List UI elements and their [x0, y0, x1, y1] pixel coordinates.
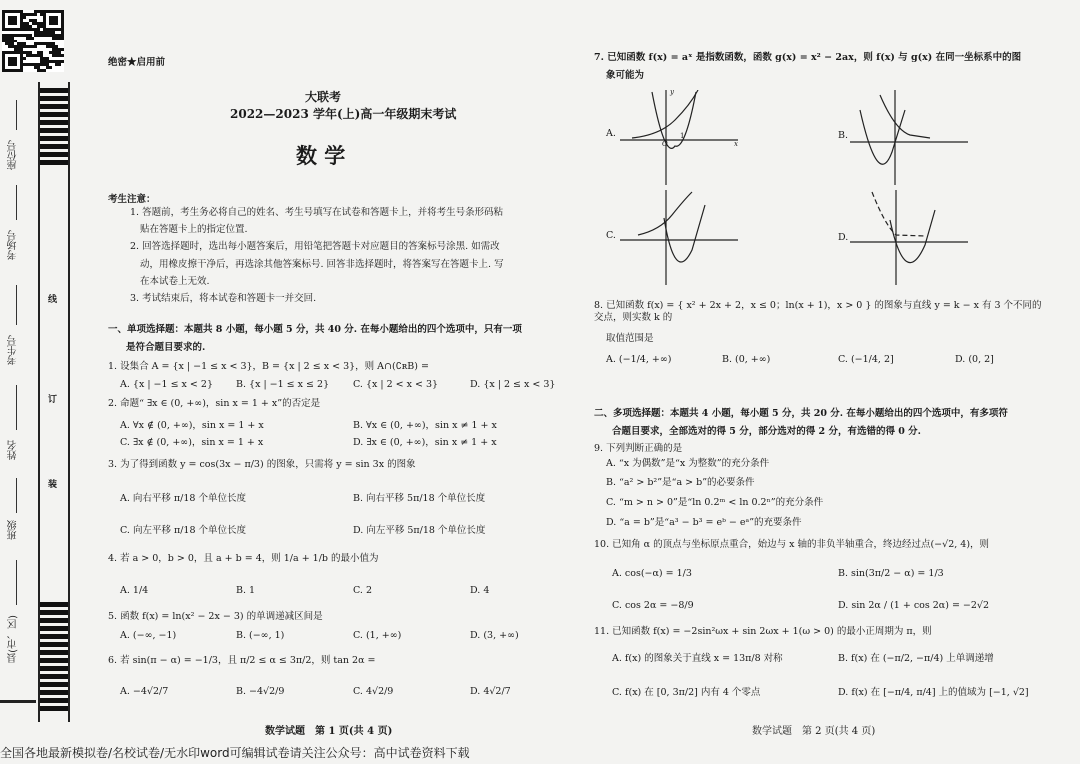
option: A. 向右平移 π/18 个单位长度: [120, 493, 246, 504]
option: D. 4: [470, 585, 490, 596]
option: A. (−1/4, +∞): [606, 354, 672, 365]
graph-option-label: B.: [838, 130, 849, 141]
notice-line: 1. 答题前，考生务必将自己的姓名、考生号填写在试卷和答题卡上，并将考生号条形码粘: [130, 207, 504, 218]
option: A. cos(−α) = 1/3: [612, 568, 692, 579]
field-underline: [16, 385, 17, 430]
question-stem: 5. 函数 f(x) = ln(x² − 2x − 3) 的单调递减区间是: [108, 611, 323, 622]
question-stem: 9. 下列判断正确的是: [594, 443, 683, 454]
option: D. 向左平移 5π/18 个单位长度: [353, 525, 486, 536]
option: A. {x | −1 ≤ x < 2}: [120, 379, 213, 390]
option: B. “a² > b²”是“a > b”的必要条件: [606, 477, 755, 488]
question-stem-cont: 取值范围是: [606, 333, 654, 344]
notice-line: 动，用橡皮擦干净后，再选涂其他答案标号. 回答非选择题时，将答案写在答题卡上. 写: [140, 259, 504, 270]
option: D. f(x) 在 [−π/4, π/4] 上的值域为 [−1, √2]: [838, 687, 1029, 698]
option: C. “m > n > 0”是“ln 0.2ᵐ < ln 0.2ⁿ”的充分条件: [606, 497, 824, 508]
option: B. {x | −1 ≤ x ≤ 2}: [236, 379, 330, 390]
graph-option-label: C.: [606, 230, 616, 241]
section-heading: 是符合题目要求的.: [126, 342, 206, 353]
question-stem: 8. 已知函数 f(x) = { x² + 2x + 2，x ≤ 0；ln(x + 1)，x > 0 } 的图象与直线 y = k − x 有 3 个不同的交点，则实数 k 的: [594, 300, 1042, 323]
option: B. (−∞, 1): [236, 630, 285, 641]
option: D. (0, 2]: [955, 354, 994, 365]
notice-title: 考生注意：: [108, 194, 156, 205]
question-stem: 象可能为: [606, 70, 645, 81]
option: B. −4√2/9: [236, 686, 285, 697]
exam-org: 大联考: [305, 90, 342, 104]
graph-option-label: A.: [606, 128, 616, 139]
question-stem: 2. 命题“ ∃x ∈ (0, +∞)，sin x = 1 + x”的否定是: [108, 398, 321, 409]
watermark-banner: 全国各地最新模拟卷/名校试卷/无水印word可编辑试卷请关注公众号：高中试卷资料下载: [0, 746, 470, 760]
axis-origin-label: O: [662, 140, 668, 148]
question-stem: 11. 已知函数 f(x) = −2sin²ωx + sin 2ωx + 1(ω > 0) 的最小正周期为 π，则: [594, 626, 932, 637]
field-name: 姓名: [8, 440, 19, 460]
binding-bars-top: [40, 88, 68, 168]
option: C. (1, +∞): [353, 630, 402, 641]
section-heading: 一、单项选择题：本题共 8 小题，每小题 5 分，共 40 分. 在每小题给出的四个选项中，只有一项: [108, 324, 522, 335]
option: D. {x | 2 ≤ x < 3}: [470, 379, 556, 390]
graph-d: [850, 190, 970, 285]
option: D. ∃x ∈ (0, +∞)，sin x ≠ 1 + x: [353, 437, 497, 448]
option: C. f(x) 在 [0, 3π/2] 内有 4 个零点: [612, 687, 761, 698]
option: A. f(x) 的图象关于直线 x = 13π/8 对称: [612, 653, 783, 664]
qr-code: [2, 10, 64, 72]
subject-title: 数 学: [296, 143, 346, 168]
binding-strip: [38, 82, 70, 722]
option: C. 向左平移 π/18 个单位长度: [120, 525, 247, 536]
option: A. ∀x ∉ (0, +∞)，sin x = 1 + x: [120, 420, 264, 431]
option: A. −4√2/7: [120, 686, 169, 697]
seal-mark: 线: [48, 295, 58, 305]
seal-mark: 订: [48, 395, 58, 405]
field-student-number: 考生号: [8, 335, 19, 365]
option: C. 2: [353, 585, 373, 596]
confidential-label: 绝密★启用前: [108, 57, 166, 68]
field-underline: [16, 478, 17, 513]
field-county: 县(市、区): [8, 615, 19, 663]
option: D. sin 2α / (1 + cos 2α) = −2√2: [838, 600, 990, 611]
option: A. “x 为偶数”是“x 为整数”的充分条件: [606, 458, 770, 469]
option: D. “a = b”是“a³ − b³ = eᵇ − eᵃ”的充要条件: [606, 517, 802, 528]
page-footer: 数学试题 第 1 页(共 4 页): [265, 726, 393, 737]
seal-mark: 装: [48, 480, 58, 490]
option: D. 4√2/7: [470, 686, 511, 697]
qr-module: [61, 69, 64, 72]
notice-line: 3. 考试结束后，将本试卷和答题卡一并交回.: [130, 293, 317, 304]
graph-option-label: D.: [838, 232, 849, 243]
question-stem: 10. 已知角 α 的顶点与坐标原点重合，始边与 x 轴的非负半轴重合，终边经过点(−√2, 4)，则: [594, 539, 990, 550]
axis-x-label: x: [734, 140, 738, 148]
option: B. (0, +∞): [722, 354, 771, 365]
graph-b: [850, 90, 970, 185]
field-underline: [16, 185, 17, 220]
option: B. ∀x ∈ (0, +∞)，sin x ≠ 1 + x: [353, 420, 497, 431]
field-exam-room: 考场号: [8, 230, 19, 260]
page-footer: 数学试题 第 2 页(共 4 页): [752, 726, 876, 737]
option: C. cos 2α = −8/9: [612, 600, 694, 611]
option: B. sin(3π/2 − α) = 1/3: [838, 568, 944, 579]
question-stem: 6. 若 sin(π − α) = −1/3，且 π/2 ≤ α ≤ 3π/2，则 tan 2α =: [108, 655, 376, 666]
field-class: 班级: [8, 520, 19, 540]
graph-c: [620, 190, 740, 285]
section-heading: 二、多项选择题：本题共 4 小题，每小题 5 分，共 20 分. 在每小题给出的四个选项中，有多项符: [594, 408, 1008, 419]
question-stem: 7. 已知函数 f(x) = aˣ 是指数函数，函数 g(x) = x² − 2ax，则 f(x) 与 g(x) 在同一坐标系中的图: [594, 52, 1022, 63]
axis-y-label: y: [670, 88, 674, 96]
option: C. (−1/4, 2]: [838, 354, 894, 365]
binding-bars-bottom: [40, 602, 68, 714]
notice-line: 贴在答题卡上的指定位置.: [140, 224, 248, 235]
option: B. 向右平移 5π/18 个单位长度: [353, 493, 486, 504]
notice-line: 在本试卷上无效.: [140, 276, 210, 287]
exam-title: 2022—2023 学年(上)高一年级期末考试: [230, 107, 457, 121]
option: C. {x | 2 < x < 3}: [353, 379, 439, 390]
field-underline: [16, 560, 17, 605]
question-stem: 3. 为了得到函数 y = cos(3x − π/3) 的图象，只需将 y = sin 3x 的图象: [108, 459, 416, 470]
field-seat-number: 座位号: [8, 140, 19, 170]
option: B. f(x) 在 (−π/2, −π/4) 上单调递增: [838, 653, 994, 664]
option: C. 4√2/9: [353, 686, 394, 697]
option: D. (3, +∞): [470, 630, 519, 641]
axis-one-label: 1: [680, 132, 685, 140]
option: B. 1: [236, 585, 256, 596]
question-stem: 4. 若 a > 0，b > 0，且 a + b = 4，则 1/a + 1/b 的最小值为: [108, 553, 379, 564]
field-underline: [16, 100, 17, 130]
option: A. (−∞, −1): [120, 630, 177, 641]
question-stem: 1. 设集合 A = {x | −1 ≤ x < 3}，B = {x | 2 ≤ x < 3}，则 A∩(∁ʀB) =: [108, 361, 429, 372]
notice-line: 2. 回答选择题时，选出每小题答案后，用铅笔把答题卡对应题目的答案标号涂黑. 如需改: [130, 241, 500, 252]
binding-rule: [0, 700, 36, 703]
option: C. ∃x ∉ (0, +∞)，sin x = 1 + x: [120, 437, 264, 448]
option: A. 1/4: [120, 585, 149, 596]
section-heading: 合题目要求，全部选对的得 5 分，部分选对的得 2 分，有选错的得 0 分.: [612, 426, 921, 437]
field-underline: [16, 285, 17, 325]
